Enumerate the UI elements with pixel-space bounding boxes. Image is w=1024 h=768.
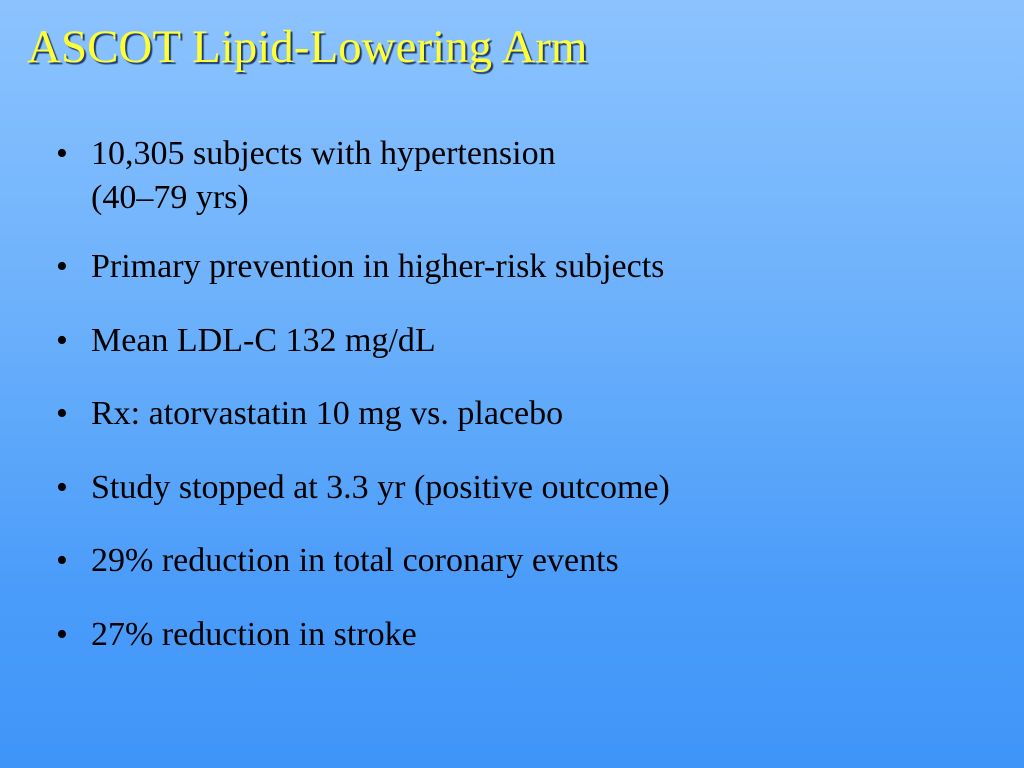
bullet-line: Mean LDL-C 132 mg/dL <box>91 321 436 359</box>
bullet-text <box>91 466 670 510</box>
bullet-item-study-stopped <box>56 466 976 510</box>
bullet-line: 29% reduction in total coronary events <box>91 542 619 580</box>
bullet-text <box>91 539 619 583</box>
bullet-marker: • <box>56 321 68 359</box>
bullet-item-stroke <box>56 613 976 657</box>
bullet-item-ldl <box>56 319 976 363</box>
bullet-item-treatment <box>56 392 976 436</box>
bullet-item-prevention <box>56 245 976 289</box>
bullet-marker: • <box>56 468 68 506</box>
bullet-item-subjects <box>56 132 976 219</box>
bullet-text <box>91 613 417 657</box>
bullet-text <box>91 245 664 289</box>
bullet-marker: • <box>56 135 68 172</box>
bullet-marker: • <box>56 395 68 433</box>
bullet-line: 27% reduction in stroke <box>91 615 417 653</box>
bullet-marker: • <box>56 248 68 286</box>
bullet-text <box>91 319 436 363</box>
bullet-line: 10,305 subjects with hypertension <box>91 135 556 172</box>
bullet-marker: • <box>56 615 68 653</box>
bullet-text <box>91 392 563 436</box>
bullet-item-coronary <box>56 539 976 583</box>
bullet-line: Rx: atorvastatin 10 mg vs. placebo <box>91 395 564 433</box>
slide-title: ASCOT Lipid-Lowering Arm <box>27 21 588 73</box>
bullet-list <box>56 132 976 686</box>
bullet-marker: • <box>56 542 68 580</box>
bullet-line: Primary prevention in higher-risk subjects <box>91 248 665 286</box>
bullet-line: Study stopped at 3.3 yr (positive outcome) <box>91 468 670 506</box>
bullet-text <box>91 132 556 219</box>
bullet-line-continuation: (40–79 yrs) <box>91 178 249 216</box>
